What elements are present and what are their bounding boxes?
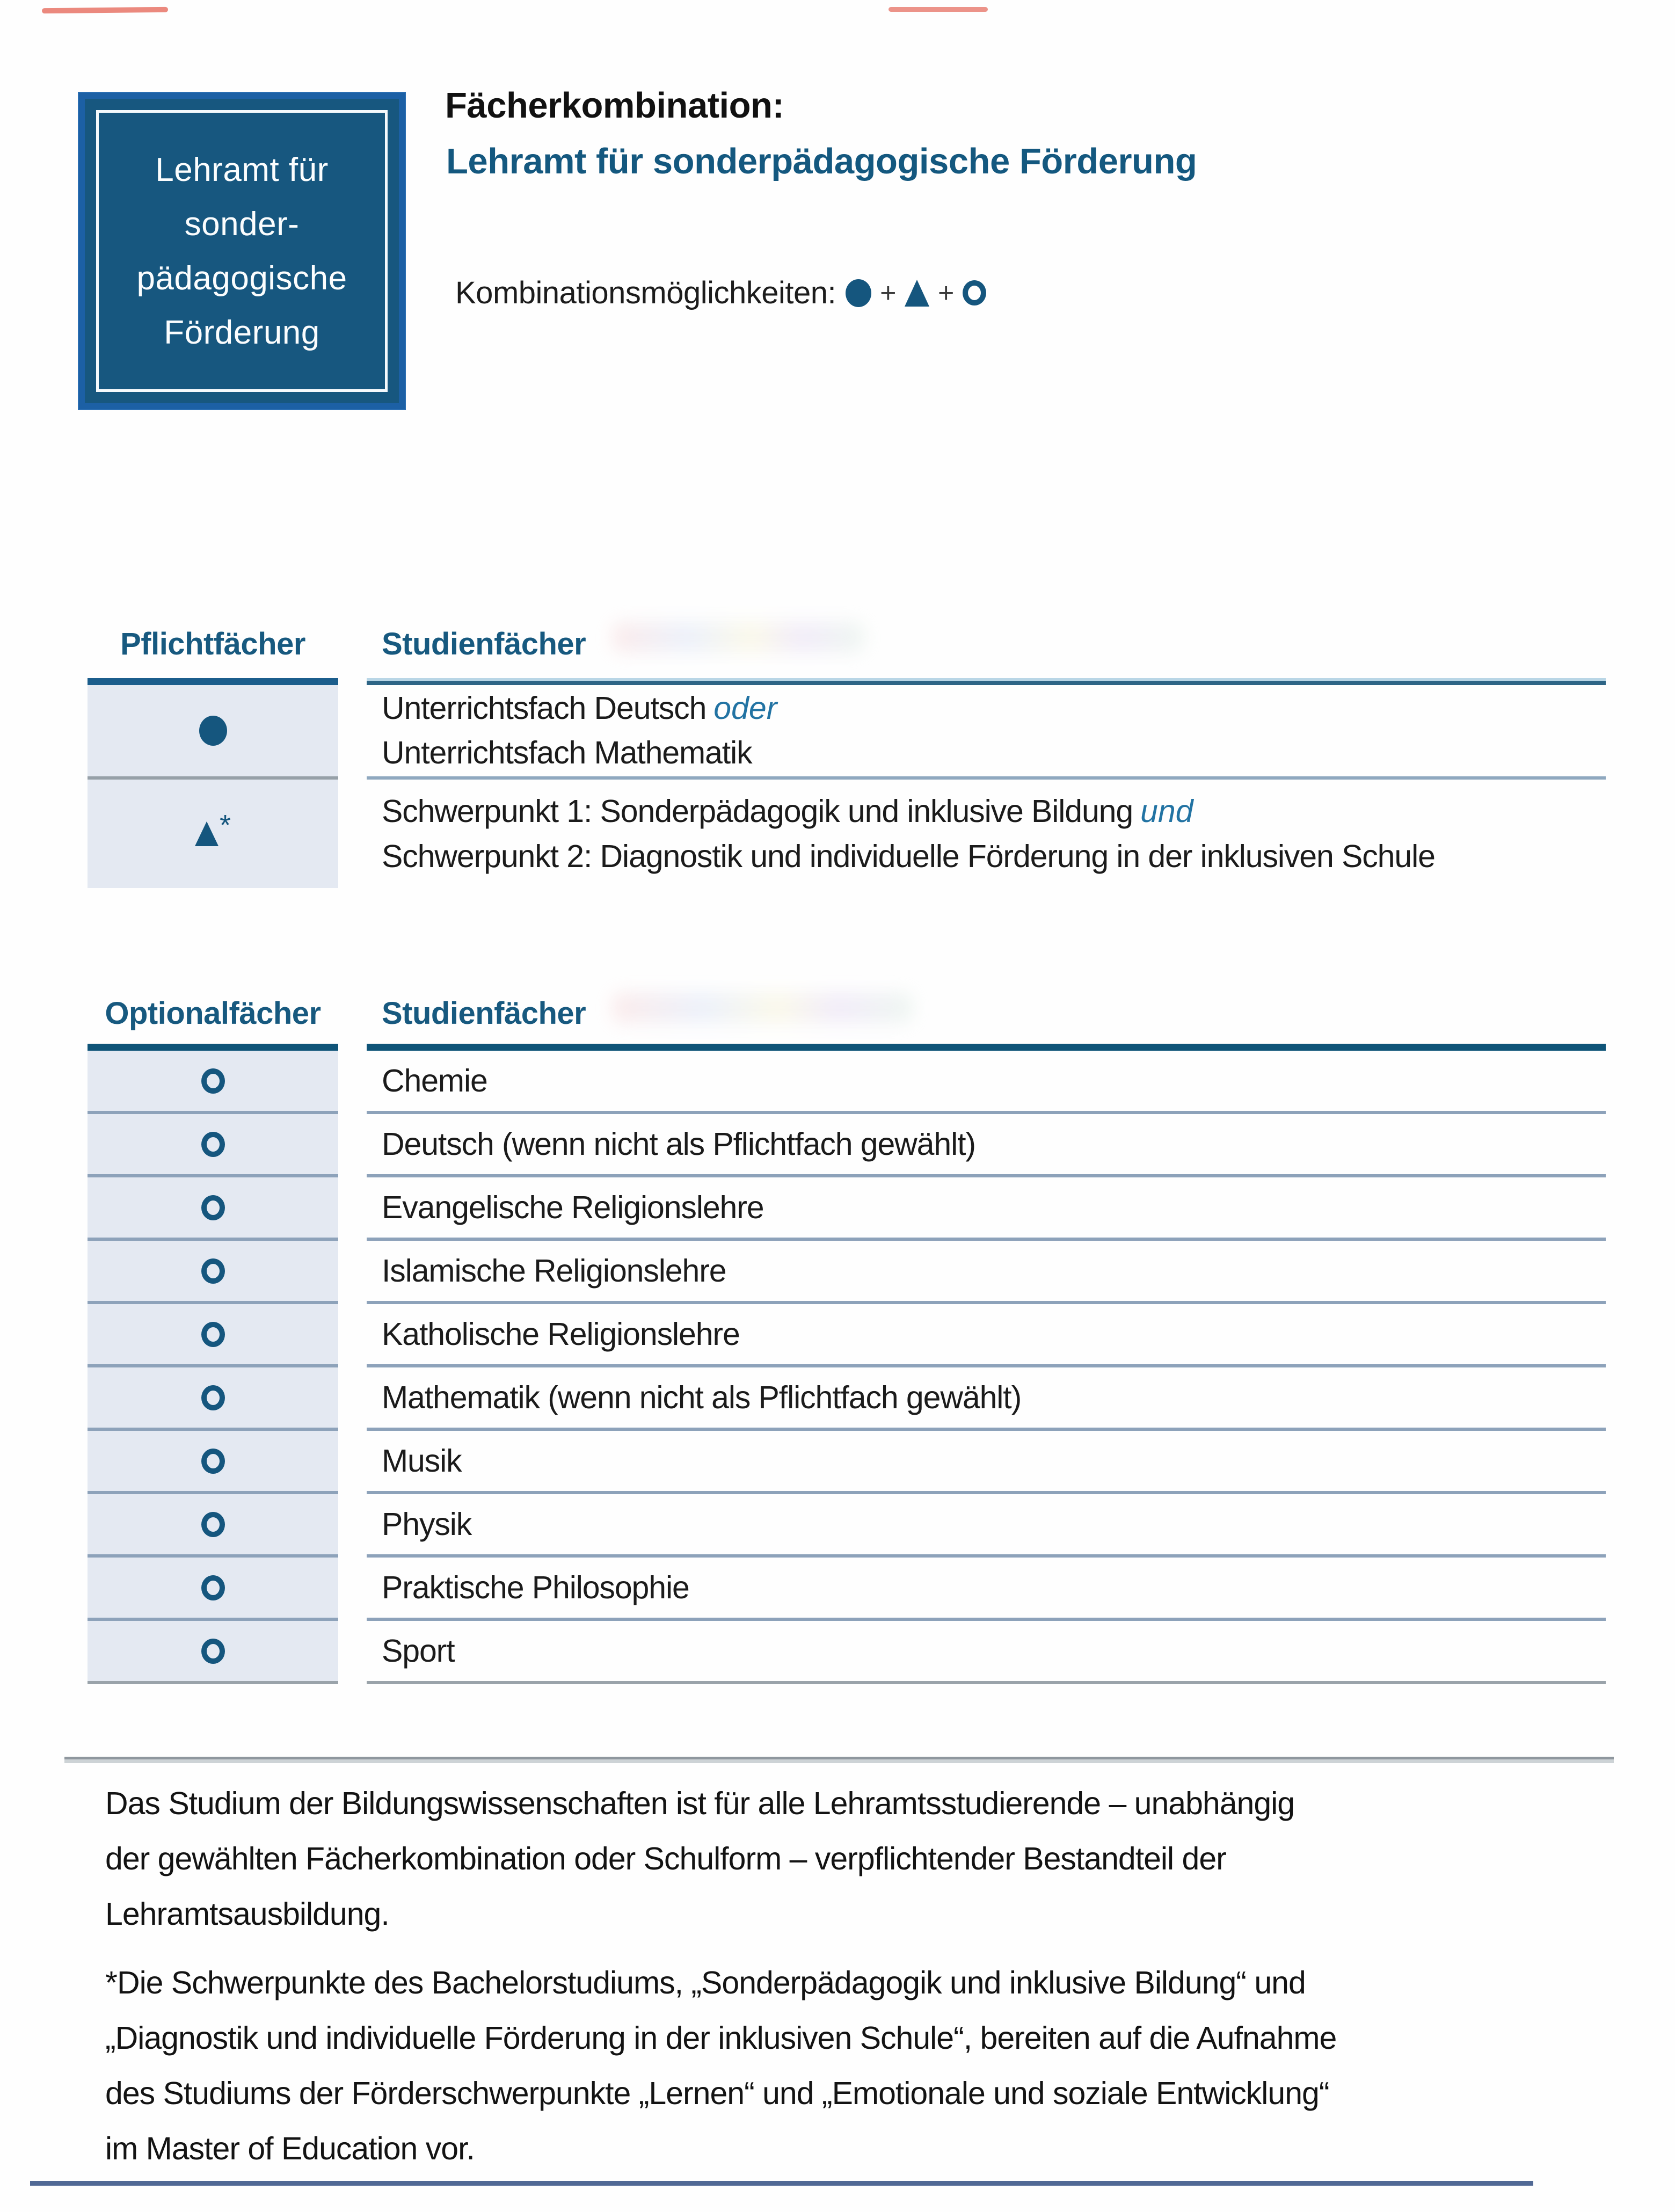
column-gap (338, 1051, 367, 1114)
footer-paragraph-bildungswissenschaften (105, 1776, 1294, 1942)
filled-circle-icon (199, 716, 227, 746)
paragraph-line: *Die Schwerpunkte des Bachelorstudiums, „Sonderpädagogik und inklusive Bildung“ und (105, 1965, 1306, 2000)
row-line (382, 834, 1606, 879)
badge-line: pädagogische (136, 259, 347, 297)
row-icon-cell (88, 1114, 338, 1177)
optional-subjects-table (88, 993, 1606, 1684)
column-gap (338, 1044, 367, 1051)
row-text: Katholische Religionslehre (382, 1316, 740, 1352)
table-row (367, 1051, 1606, 1114)
table-row (367, 1114, 1606, 1177)
row-icon-cell (88, 780, 338, 888)
row-icon-cell (88, 685, 338, 780)
paragraph-line: des Studiums der Förderschwerpunkte „Lernen“ und „Emotionale und soziale Entwicklung“ (105, 2076, 1329, 2111)
bottom-rule (30, 2181, 1533, 2186)
column-header-studienfaecher: Studienfächer (382, 627, 586, 661)
row-icon-cell (88, 1431, 338, 1494)
footer-divider (64, 1757, 1614, 1763)
red-pen-mark (889, 7, 988, 12)
mandatory-subjects-table (88, 624, 1606, 888)
column-gap (338, 1114, 367, 1177)
open-circle-icon (201, 1068, 225, 1094)
filled-triangle-icon (195, 821, 219, 846)
column-gap (338, 678, 367, 685)
column-gap (338, 1367, 367, 1431)
table-row (367, 1367, 1606, 1431)
row-icon-cell (88, 1621, 338, 1684)
row-icon-cell (88, 1367, 338, 1431)
row-icon-cell (88, 1494, 338, 1558)
column-gap (338, 1431, 367, 1494)
combination-line (455, 275, 986, 311)
column-gap (338, 1621, 367, 1684)
column-gap (338, 624, 367, 678)
open-circle-icon (963, 280, 986, 305)
table-top-border (367, 678, 1606, 685)
row-text: Deutsch (wenn nicht als Pflichtfach gewählt) (382, 1126, 975, 1162)
open-circle-icon (201, 1512, 225, 1537)
paragraph-line: Das Studium der Bildungswissenschaften ist für alle Lehramtsstudierende – unabhängig (105, 1786, 1295, 1821)
combination-label: Kombinationsmöglichkeiten: (455, 275, 836, 310)
table-row (367, 1431, 1606, 1494)
table-row (367, 780, 1606, 888)
conjunction-und: und (1140, 794, 1193, 829)
row-icon-cell (88, 1241, 338, 1304)
plus-sign: + (938, 277, 954, 309)
row-icon-cell (88, 1051, 338, 1114)
row-text: Evangelische Religionslehre (382, 1190, 764, 1225)
asterisk-mark: * (219, 809, 231, 841)
column-gap (338, 1304, 367, 1367)
column-gap (338, 1177, 367, 1241)
table-row (367, 1621, 1606, 1684)
open-circle-icon (201, 1195, 225, 1220)
filled-circle-icon (846, 279, 871, 307)
open-circle-icon (201, 1639, 225, 1664)
paragraph-line: Lehramtsausbildung. (105, 1896, 389, 1932)
column-header-optionalfaecher: Optionalfächer (105, 996, 321, 1031)
row-text: Unterrichtsfach Mathematik (382, 735, 752, 770)
row-line (382, 731, 1606, 775)
table-row (367, 1304, 1606, 1367)
page-title: Fächerkombination: (445, 85, 784, 126)
row-text: Praktische Philosophie (382, 1570, 689, 1605)
column-gap (338, 685, 367, 780)
footer-paragraph-footnote (105, 1955, 1336, 2177)
row-text: Unterrichtsfach Deutsch (382, 690, 707, 726)
table-row (367, 1241, 1606, 1304)
table-top-border (88, 1044, 338, 1051)
conjunction-oder: oder (713, 690, 777, 726)
badge-line: Förderung (164, 314, 320, 351)
column-gap (338, 1494, 367, 1558)
row-text: Schwerpunkt 2: Diagnostik und individuelle Förderung in der inklusiven Schule (382, 839, 1435, 874)
open-circle-icon (201, 1132, 225, 1157)
column-header-pflichtfaecher: Pflichtfächer (120, 627, 305, 661)
paragraph-line: „Diagnostik und individuelle Förderung in der inklusiven Schule“, bereiten auf die Aufnahme (105, 2020, 1337, 2056)
row-text: Chemie (382, 1063, 487, 1098)
open-circle-icon (201, 1575, 225, 1600)
program-badge-fill (85, 99, 399, 403)
row-text: Mathematik (wenn nicht als Pflichtfach gewählt) (382, 1380, 1022, 1415)
triangle-asterisk-icon (195, 809, 231, 850)
row-icon-cell (88, 1177, 338, 1241)
table-row (367, 1177, 1606, 1241)
plus-sign: + (880, 277, 897, 309)
open-circle-icon (201, 1258, 225, 1284)
filled-triangle-icon (905, 280, 929, 307)
table-row (367, 1558, 1606, 1621)
paragraph-line: der gewählten Fächerkombination oder Schulform – verpflichtender Bestandteil der (105, 1841, 1226, 1876)
column-header-studienfaecher: Studienfächer (382, 996, 586, 1031)
badge-line: sonder- (184, 205, 300, 243)
paragraph-line: im Master of Education vor. (105, 2131, 475, 2166)
row-text: Physik (382, 1507, 472, 1542)
row-line (382, 686, 1606, 731)
column-gap (338, 780, 367, 888)
badge-text (85, 99, 399, 403)
page-subtitle: Lehramt für sonderpädagogische Förderung (446, 141, 1197, 181)
row-text: Musik (382, 1443, 462, 1479)
table-top-border (367, 1044, 1606, 1051)
table-row (367, 1494, 1606, 1558)
row-icon-cell (88, 1558, 338, 1621)
badge-line: Lehramt für (155, 151, 329, 188)
table-top-border (88, 678, 338, 685)
row-icon-cell (88, 1304, 338, 1367)
row-line (382, 789, 1606, 834)
column-gap (338, 993, 367, 1044)
row-text: Schwerpunkt 1: Sonderpädagogik und inklusive Bildung (382, 794, 1133, 829)
red-pen-mark (42, 7, 168, 13)
open-circle-icon (201, 1322, 225, 1347)
program-badge (78, 92, 406, 410)
column-gap (338, 1241, 367, 1304)
column-gap (338, 1558, 367, 1621)
open-circle-icon (201, 1385, 225, 1410)
table-row (367, 685, 1606, 780)
row-text: Islamische Religionslehre (382, 1253, 726, 1289)
open-circle-icon (201, 1449, 225, 1474)
row-text: Sport (382, 1633, 455, 1669)
